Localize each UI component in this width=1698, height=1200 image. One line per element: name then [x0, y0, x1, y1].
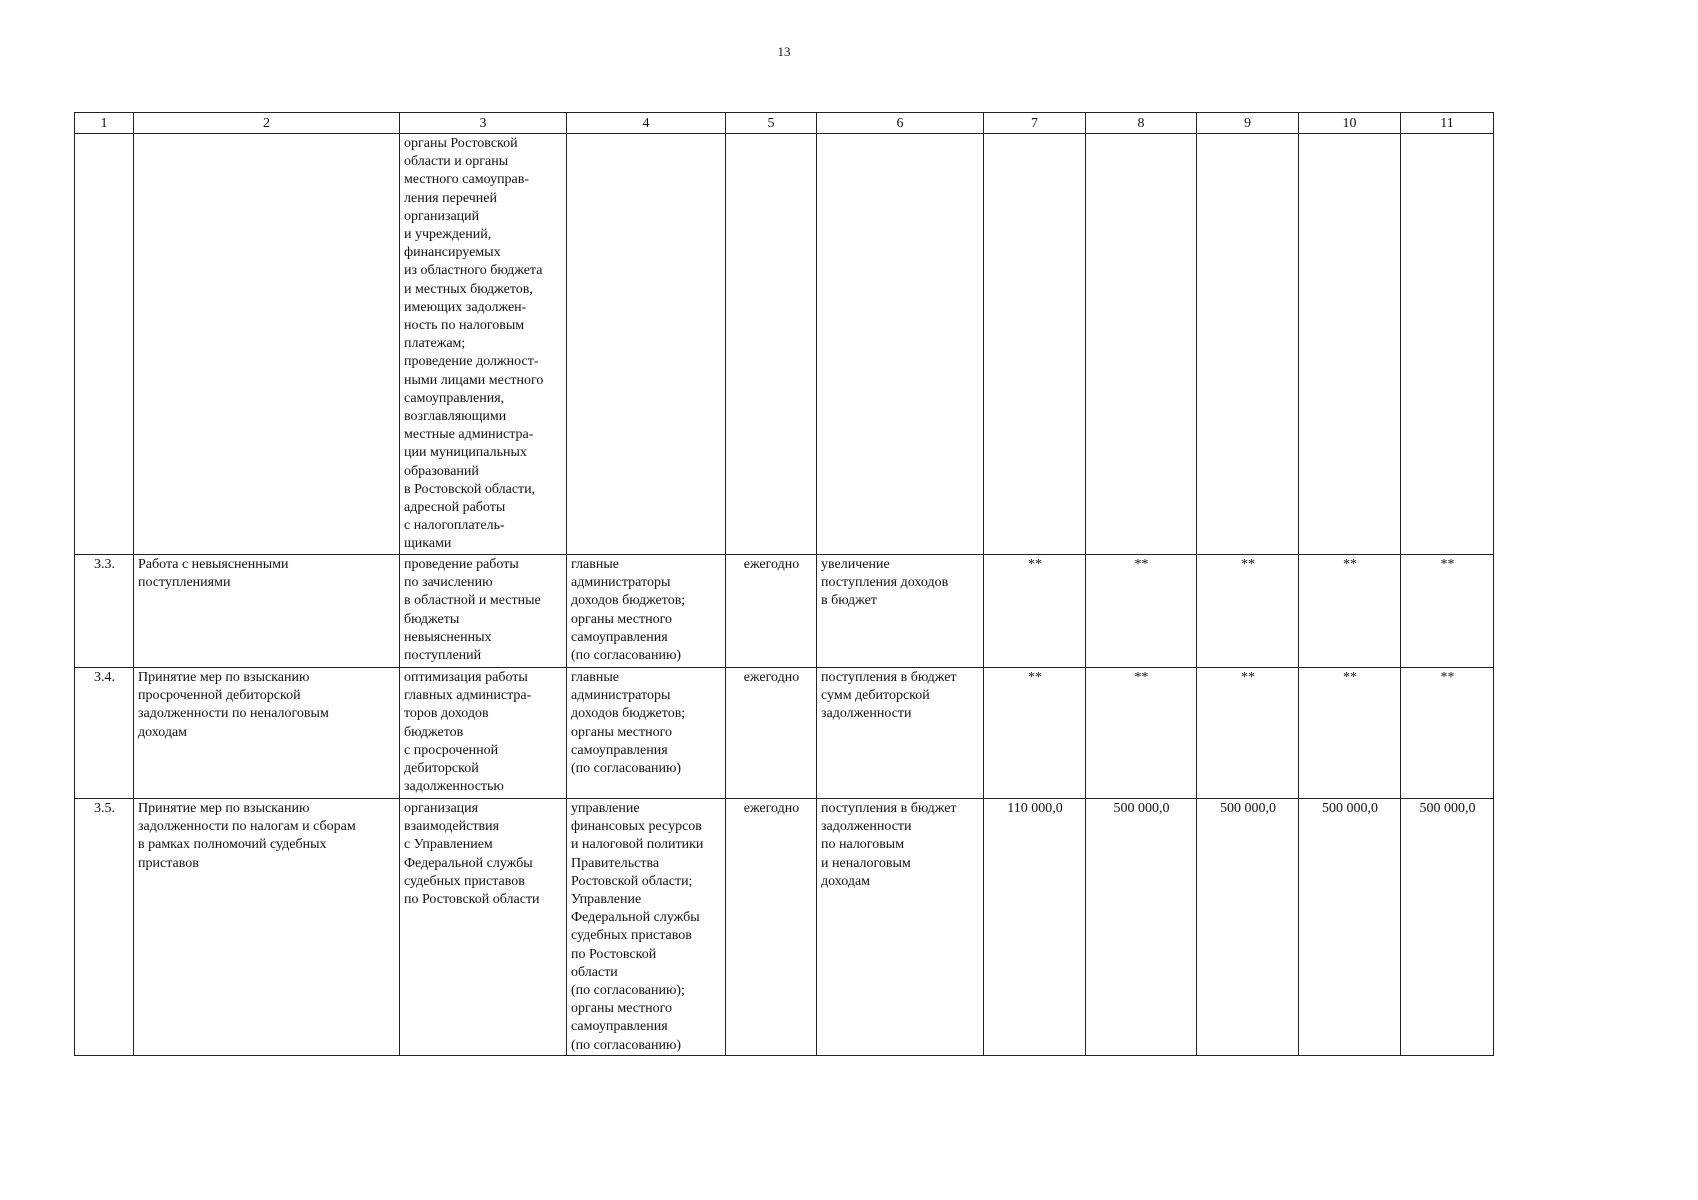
value-cell: ** — [1086, 668, 1197, 799]
measure-content-cell: проведение работы по зачислению в областной и местные бюджеты невыясненных поступлений — [400, 555, 567, 668]
column-number-header: 10 — [1299, 113, 1401, 134]
value-cell: ** — [1197, 555, 1299, 668]
responsible-executor-cell: главные администраторы доходов бюджетов; органы местного самоуправления (по согласованию) — [567, 555, 726, 668]
item-number-cell: 3.3. — [75, 555, 134, 668]
measure-content-cell: организация взаимодействия с Управлением Федеральной службы судебных приставов по Ростовской области — [400, 799, 567, 1056]
column-number-row — [75, 113, 1494, 134]
measure-name-cell — [134, 134, 400, 555]
value-cell: 500 000,0 — [1086, 799, 1197, 1056]
item-number-cell: 3.5. — [75, 799, 134, 1056]
value-cell — [1086, 134, 1197, 555]
term-cell: ежегодно — [726, 555, 817, 668]
table-row — [75, 799, 1494, 1056]
term-cell: ежегодно — [726, 668, 817, 799]
item-number-cell — [75, 134, 134, 555]
column-number-header: 1 — [75, 113, 134, 134]
value-cell: ** — [984, 668, 1086, 799]
value-cell: ** — [1299, 555, 1401, 668]
table-row — [75, 555, 1494, 668]
expected-result-cell: увеличение поступления доходов в бюджет — [817, 555, 984, 668]
expected-result-cell — [817, 134, 984, 555]
column-number-header: 6 — [817, 113, 984, 134]
value-cell — [1299, 134, 1401, 555]
measure-name-cell: Работа с невыясненными поступлениями — [134, 555, 400, 668]
measure-name-cell: Принятие мер по взысканию просроченной дебиторской задолженности по неналоговым доходам — [134, 668, 400, 799]
value-cell: ** — [1197, 668, 1299, 799]
item-number-cell: 3.4. — [75, 668, 134, 799]
expected-result-cell: поступления в бюджет сумм дебиторской задолженности — [817, 668, 984, 799]
column-number-header: 11 — [1401, 113, 1494, 134]
column-number-header: 8 — [1086, 113, 1197, 134]
column-number-header: 9 — [1197, 113, 1299, 134]
value-cell: ** — [1401, 555, 1494, 668]
value-cell — [1197, 134, 1299, 555]
column-number-header: 2 — [134, 113, 400, 134]
measures-table — [74, 112, 1494, 1056]
column-number-header: 4 — [567, 113, 726, 134]
measure-content-cell: органы Ростовской области и органы местного самоуправ- ления перечней организаций и учреждений, финансируемых из областного бюджета и местных бюджетов, имеющих задолжен- ность по налоговым платежам; проведение должност- ными лицами местного самоуправления, возглавляющими местные администра- ции муниципальных образований в Ростовской области, адресной работы с налогоплатель- щиками — [400, 134, 567, 555]
column-number-header: 3 — [400, 113, 567, 134]
measure-name-cell: Принятие мер по взысканию задолженности по налогам и сборам в рамках полномочий судебных приставов — [134, 799, 400, 1056]
value-cell: ** — [1086, 555, 1197, 668]
value-cell: 500 000,0 — [1197, 799, 1299, 1056]
value-cell: 500 000,0 — [1299, 799, 1401, 1056]
term-cell — [726, 134, 817, 555]
value-cell: ** — [1401, 668, 1494, 799]
value-cell — [1401, 134, 1494, 555]
table-row — [75, 668, 1494, 799]
value-cell: 500 000,0 — [1401, 799, 1494, 1056]
table-row — [75, 134, 1494, 555]
value-cell: ** — [1299, 668, 1401, 799]
responsible-executor-cell: управление финансовых ресурсов и налоговой политики Правительства Ростовской области; Управление Федеральной службы судебных приставов по Ростовской области (по согласованию); органы местного самоуправления (по согласованию) — [567, 799, 726, 1056]
column-number-header: 7 — [984, 113, 1086, 134]
expected-result-cell: поступления в бюджет задолженности по налоговым и неналоговым доходам — [817, 799, 984, 1056]
value-cell — [984, 134, 1086, 555]
responsible-executor-cell — [567, 134, 726, 555]
page-number: 13 — [777, 44, 791, 59]
value-cell: ** — [984, 555, 1086, 668]
column-number-header: 5 — [726, 113, 817, 134]
value-cell: 110 000,0 — [984, 799, 1086, 1056]
responsible-executor-cell: главные администраторы доходов бюджетов; органы местного самоуправления (по согласованию) — [567, 668, 726, 799]
measure-content-cell: оптимизация работы главных администра- торов доходов бюджетов с просроченной дебиторской задолженностью — [400, 668, 567, 799]
term-cell: ежегодно — [726, 799, 817, 1056]
